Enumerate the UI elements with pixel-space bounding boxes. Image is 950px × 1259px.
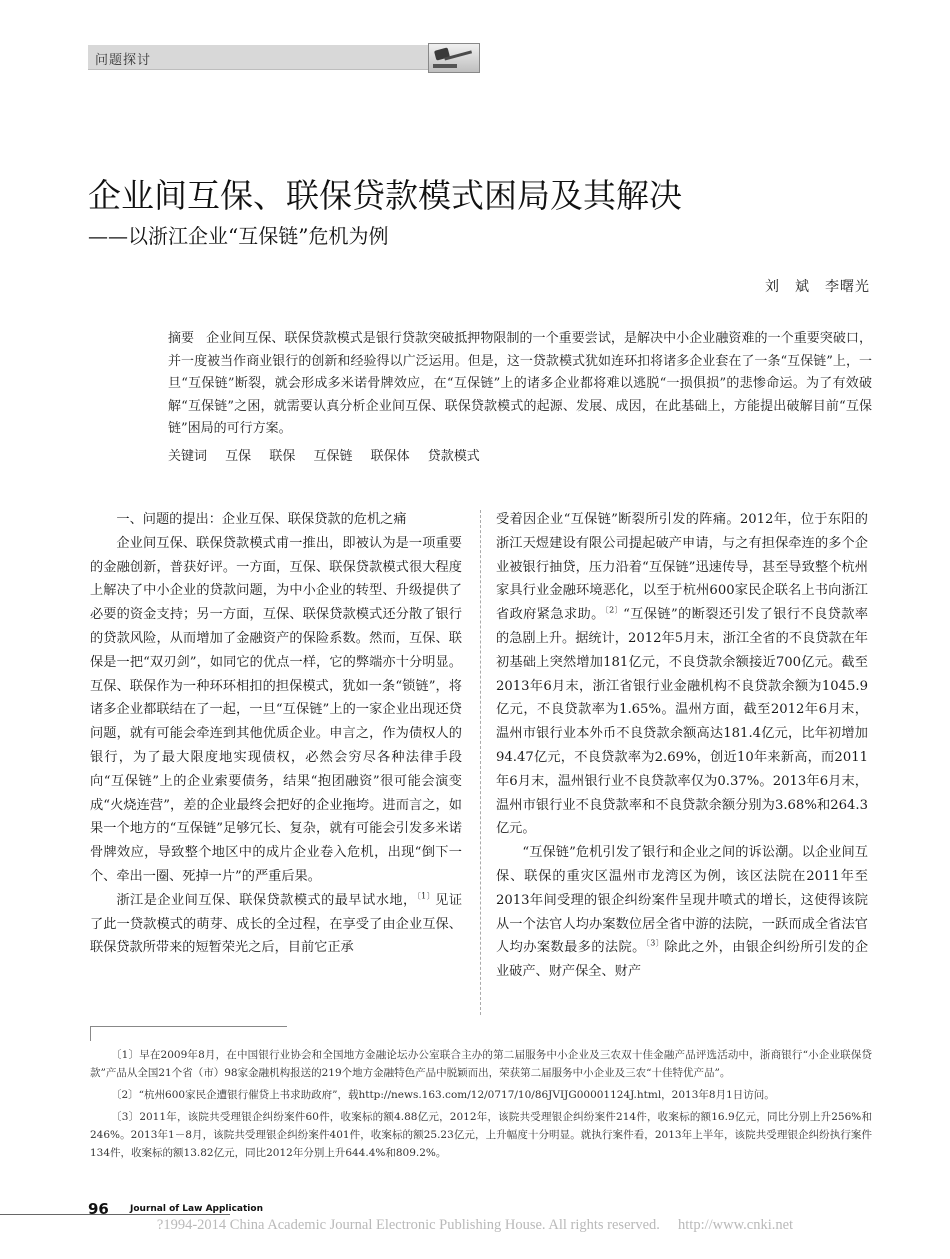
footnote-rule <box>90 1026 287 1041</box>
paragraph-text: 除此之外，由银企纠纷所引发的企业破产、财产保全、财产 <box>496 940 869 980</box>
section-heading: 一、问题的提出：企业互保、联保贷款的危机之痛 <box>116 512 407 527</box>
body-paragraph <box>496 841 868 984</box>
body-column-right <box>496 508 868 984</box>
keyword: 联保 <box>269 449 296 464</box>
body-paragraph <box>90 889 462 960</box>
footnote-ref[interactable]: 〔3〕 <box>645 938 665 948</box>
column-divider <box>480 510 481 1015</box>
paragraph-text: 浙江是企业间互保、联保贷款模式的最早试水地， <box>116 892 417 908</box>
footnotes <box>90 1046 872 1166</box>
footnote-ref[interactable]: 〔1〕 <box>416 891 436 901</box>
paragraph-text: 见证了此一贷款模式的萌芽、成长的全过程，在享受了由企业互保、联保贷款所带来的短暂荣光之后，目前它正承 <box>90 892 463 956</box>
body-column-left <box>90 508 462 960</box>
footnote: 〔1〕早在2009年8月，在中国银行业协会和全国地方金融论坛办公室联合主办的第二届服务中小企业及三农双十佳金融产品评选活动中，浙商银行“小企业联保贷款”产品从全国21个省（市）98家金融机构报送的219个地方金融特色产品中脱颖而出，荣获第二届服务中小企业及三农“十佳特优产品”。 <box>90 1049 872 1079</box>
copyright-watermark: ?1994-2014 China Academic Journal Electronic Publishing House. All rights reserved. http://www.cnki.net <box>156 1217 794 1233</box>
body-paragraph <box>496 508 868 841</box>
section-header-bar <box>88 45 480 70</box>
paragraph-text: “互保链”危机引发了银行和企业之间的诉讼潮。以企业间互保、联保的重灾区温州市龙湾区为例，该区法院在2011年至2013年间受理的银企纠纷案件呈现井喷式的增长，这使得该院从一个法官人均办案数位居全省中游的法院，一跃而成全省法官人均办案数最多的法院。 <box>496 845 868 956</box>
abstract-text: 企业间互保、联保贷款模式是银行贷款突破抵押物限制的一个重要尝试，是解决中小企业融资难的一个重要突破口，并一度被当作商业银行的创新和经验得以广泛运用。但是，这一贷款模式犹如连环扣将诸多企业套在了一条“互保链”上，一旦“互保链”断裂，就会形成多米诺骨牌效应，在“互保链”上的诸多企业都将难以逃脱“一损俱损”的悲惨命运。为了有效破解“互保链”之困，就需要认真分析企业间互保、联保贷款模式的起源、发展、成因，在此基础上，方能提出破解目前“互保链”困局的可行方案。 <box>168 331 872 436</box>
paragraph-text: 受着因企业“互保链”断裂所引发的阵痛。2012年，位于东阳的浙江天煜建设有限公司提起破产申请，与之有担保牵连的多个企业被银行抽贷，压力沿着“互保链”迅速传导，甚至导致整个杭州家具行业金融环境恶化，以至于杭州600家民企联名上书向浙江省政府紧急求助。 <box>496 512 868 623</box>
page-number: 96 <box>88 1200 109 1218</box>
abstract <box>168 328 872 441</box>
keywords-label: 关键词 <box>168 449 208 464</box>
keyword: 互保 <box>225 449 252 464</box>
article-authors: 刘 斌 李曙光 <box>765 279 870 295</box>
keyword: 贷款模式 <box>427 449 480 464</box>
abstract-label: 摘要 <box>168 331 195 346</box>
keyword: 互保链 <box>313 449 353 464</box>
journal-name: Journal of Law Application <box>130 1204 263 1214</box>
section-label: 问题探讨 <box>95 53 152 68</box>
paragraph-text: “互保链”的断裂还引发了银行不良贷款率的急剧上升。据统计，2012年5月末，浙江全省的不良贷款在年初基础上突然增加181亿元，不良贷款余额接近700亿元。截至2013年6月末，浙江省银行业金融机构不良贷款余额为1045.9亿元，不良贷款率为1.65%。温州方面，截至2012年6月末，温州市银行业本外币不良贷款余额高达181.4亿元，比年初增加94.47亿元，不良贷款率为2.69%，创近10年来新高，而2011年6月末，温州银行业不良贷款率仅为0.37%。2013年6月末，温州市银行业不良贷款率和不良贷款余额分别为3.68%和264.3亿元。 <box>496 607 869 837</box>
article-title: 企业间互保、联保贷款模式困局及其解决 <box>88 176 682 215</box>
footnote-ref[interactable]: 〔2〕 <box>604 605 624 615</box>
footnote: 〔2〕“杭州600家民企遭银行催贷上书求助政府”，载http://news.163.com/12/0717/10/86JVIJG00001124J.html，2013年8月1日访问。 <box>111 1089 775 1101</box>
article-subtitle: ——以浙江企业“互保链”危机为例 <box>88 224 389 248</box>
keyword: 联保体 <box>370 449 410 464</box>
gavel-icon <box>428 43 480 73</box>
body-paragraph: 企业间互保、联保贷款模式甫一推出，即被认为是一项重要的金融创新，普获好评。一方面，互保、联保贷款模式很大程度上解决了中小企业的贷款问题，为中小企业的转型、升级提供了必要的资金支持；另一方面，互保、联保贷款模式还分散了银行的贷款风险，从而增加了金融资产的保险系数。然而，互保、联保是一把“双刃剑”，如同它的优点一样，它的弊端亦十分明显。互保、联保作为一种环环相扣的担保模式，犹如一条“锁链”，将诸多企业都联结在了一起，一旦“互保链”上的一家企业出现还贷问题，就有可能会牵连到其他优质企业。申言之，作为债权人的银行，为了最大限度地实现债权，必然会穷尽各种法律手段向“互保链”上的企业索要债务，结果“抱团融资”很可能会演变成“火烧连营”，差的企业最终会把好的企业拖垮。进而言之，如果一个地方的“互保链”足够冗长、复杂，就有可能会引发多米诺骨牌效应，导致整个地区中的成片企业卷入危机，出现“倒下一个、牵出一圈、死掉一片”的严重后果。 <box>90 535 462 884</box>
keywords <box>168 446 872 468</box>
footnote: 〔3〕2011年，该院共受理银企纠纷案件60件，收案标的额4.88亿元，2012年，该院共受理银企纠纷案件214件，收案标的额16.9亿元，同比分别上升256%和246%。2013年1－8月，该院共受理银企纠纷案件401件，收案标的额25.23亿元，上升幅度十分明显。就执行案件看，2013年上半年，该院共受理银企纠纷执行案件134件，收案标的额13.82亿元，同比2012年分别上升644.4%和809.2%。 <box>90 1111 872 1159</box>
